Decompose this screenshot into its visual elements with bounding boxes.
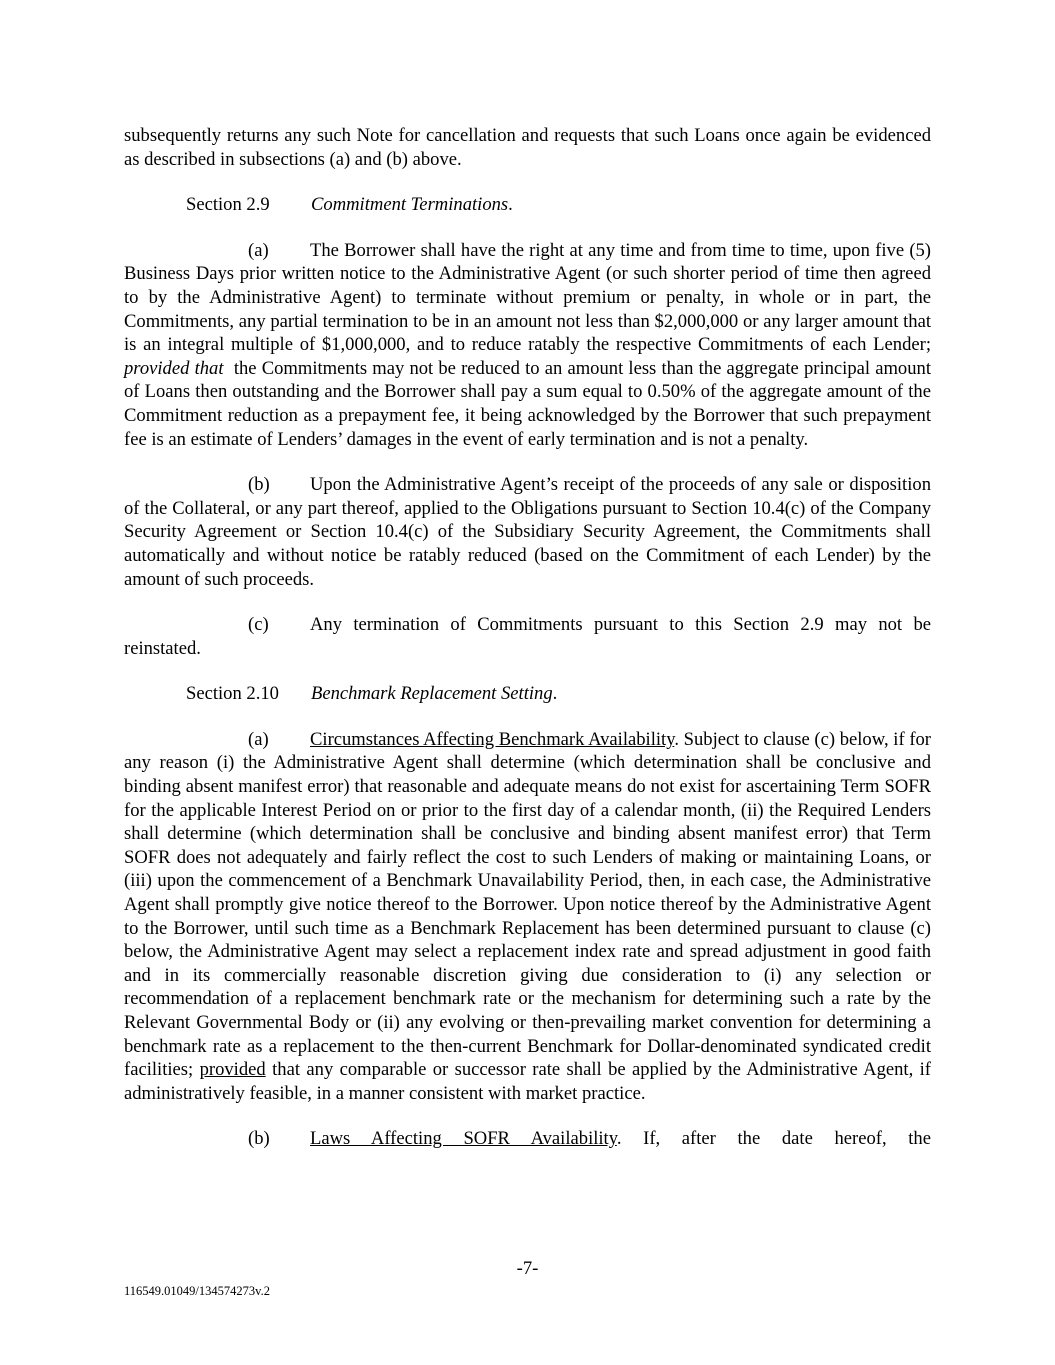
paragraph-label: (a) [248,239,269,261]
section-2-10-heading: Section 2.10 Benchmark Replacement Setting. [186,683,558,705]
paragraph-label: (b) [248,474,270,496]
continuation-paragraph: subsequently returns any such Note for cancellation and requests that such Loans once again be evidenced as described in subsections (a) and (b) above. [124,125,931,170]
section-2-9-paragraph-c: (c) Any termination of Commitments pursuant to this Section 2.9 may not be reinstated. [124,614,931,659]
paragraph-label: (c) [248,614,269,636]
section-2-10-paragraph-b: (b) Laws Affecting SOFR Availability. If, after the date hereof, the [248,1128,931,1150]
underlined-proviso: provided [199,1059,266,1081]
paragraph-heading: Circumstances Affecting Benchmark Availability [310,728,675,750]
italic-proviso: provided that [124,357,224,379]
section-2-10-paragraph-a: (a) Circumstances Affecting Benchmark Availability. Subject to clause (c) below, if for any reason (i) the Administrative Agent shall determine (which determination shall be conclusive and binding absent manifest error) that reasonable and adequate means do not exist for ascertaining Term SOFR for the applicable Interest Period on or prior to the first day of a calendar month, (ii) the Required Lenders shall determine (which determination shall be conclusive and binding absent manifest error) that Term SOFR does not adequately and fairly reflect the cost to such Lenders of making or maintaining Loans, or (iii) upon the commencement of a Benchmark Unavailability Period, then, in each case, the Administrative Agent shall promptly give notice thereof to the Borrower. Upon notice thereof by the Administrative Agent to the Borrower, until such time as a Benchmark Replacement has been determined pursuant to clause (c) below, the Administrative Agent may select a replacement index rate and spread adjustment in good faith and in its commercially reasonable discretion giving due consideration to (i) any selection or recommendation of a replacement benchmark rate or the mechanism for determining such a rate by the Relevant Governmental Body or (ii) any evolving or then-prevailing market convention for determining a benchmark rate as a replacement to the then-current Benchmark for Dollar-denominated syndicated credit facilities; provided that any comparable or successor rate shall be applied by the Administrative Agent, if administratively feasible, in a manner consistent with market practice. [124,728,931,1104]
document-page [124,124,931,1151]
section-2-9-paragraph-a: (a) The Borrower shall have the right at any time and from time to time, upon five (5) Business Days prior written notice to the Administrative Agent (or such shorter period of time then agreed to by the Administrative Agent) to terminate without premium or penalty, in whole or in part, the Commitments, any partial termination to be in an amount not less than $2,000,000 or any larger amount that is an integral multiple of $1,000,000, and to reduce ratably the respective Commitments of each Lender; provided that the Commitments may not be reduced to an amount less than the aggregate principal amount of Loans then outstanding and the Borrower shall pay a sum equal to 0.50% of the aggregate amount of the Commitment reduction as a prepayment fee, it being acknowledged by the Borrower that such prepayment fee is an estimate of Lenders’ damages in the event of early termination and is not a penalty. [124,239,931,450]
paragraph-label: (a) [248,728,269,750]
paragraph-heading: Laws Affecting SOFR Availability [310,1128,617,1150]
section-number: Section 2.9 [186,194,270,216]
page-number: -7- [516,1258,539,1279]
section-2-9-heading: Section 2.9 Commitment Terminations. [186,194,513,216]
section-title: Commitment Terminations [311,194,509,216]
section-number: Section 2.10 [186,683,279,705]
document-id: 116549.01049/134574273v.2 [124,1284,270,1298]
paragraph-label: (b) [248,1128,270,1150]
section-2-9-paragraph-b: (b) Upon the Administrative Agent’s receipt of the proceeds of any sale or disposition of the Collateral, or any part thereof, applied to the Obligations pursuant to Section 10.4(c) of the Company Security Agreement or Section 10.4(c) of the Subsidiary Security Agreement, the Commitments shall automatically and without notice be ratably reduced (based on the Commitment of each Lender) by the amount of such proceeds. [124,474,931,590]
section-title: Benchmark Replacement Setting [311,683,553,705]
